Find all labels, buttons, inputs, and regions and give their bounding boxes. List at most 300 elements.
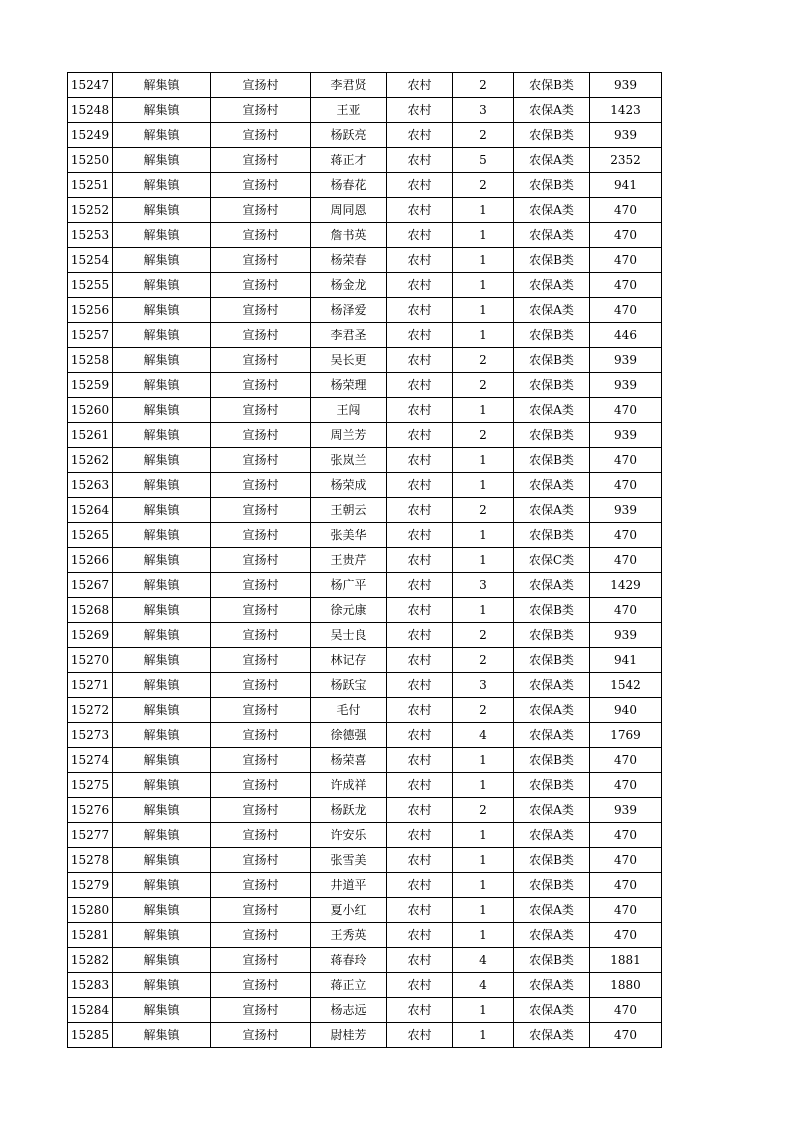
cell-type: 农保A类 <box>514 198 590 223</box>
cell-town: 解集镇 <box>113 98 211 123</box>
table-row <box>68 523 662 548</box>
cell-id: 15269 <box>68 623 113 648</box>
table-row <box>68 398 662 423</box>
cell-town: 解集镇 <box>113 923 211 948</box>
cell-count: 1 <box>453 523 514 548</box>
cell-area: 农村 <box>387 98 453 123</box>
cell-town: 解集镇 <box>113 823 211 848</box>
cell-count: 1 <box>453 473 514 498</box>
cell-town: 解集镇 <box>113 648 211 673</box>
cell-amount: 2352 <box>590 148 662 173</box>
cell-village: 宣扬村 <box>211 848 311 873</box>
cell-area: 农村 <box>387 648 453 673</box>
cell-area: 农村 <box>387 998 453 1023</box>
cell-name: 杨跃龙 <box>311 798 387 823</box>
cell-town: 解集镇 <box>113 373 211 398</box>
cell-id: 15274 <box>68 748 113 773</box>
cell-town: 解集镇 <box>113 248 211 273</box>
cell-amount: 470 <box>590 398 662 423</box>
cell-type: 农保B类 <box>514 248 590 273</box>
cell-town: 解集镇 <box>113 573 211 598</box>
cell-count: 1 <box>453 548 514 573</box>
cell-town: 解集镇 <box>113 623 211 648</box>
cell-village: 宣扬村 <box>211 723 311 748</box>
cell-type: 农保A类 <box>514 823 590 848</box>
cell-count: 3 <box>453 673 514 698</box>
cell-name: 尉桂芳 <box>311 1023 387 1048</box>
table-row <box>68 198 662 223</box>
cell-town: 解集镇 <box>113 698 211 723</box>
cell-village: 宣扬村 <box>211 73 311 98</box>
cell-count: 2 <box>453 798 514 823</box>
table-row <box>68 73 662 98</box>
table-row <box>68 748 662 773</box>
table-row <box>68 348 662 373</box>
cell-amount: 1542 <box>590 673 662 698</box>
cell-village: 宣扬村 <box>211 823 311 848</box>
cell-village: 宣扬村 <box>211 123 311 148</box>
cell-count: 4 <box>453 948 514 973</box>
cell-amount: 939 <box>590 73 662 98</box>
cell-id: 15249 <box>68 123 113 148</box>
cell-area: 农村 <box>387 373 453 398</box>
table-row <box>68 673 662 698</box>
cell-area: 农村 <box>387 523 453 548</box>
cell-count: 1 <box>453 898 514 923</box>
cell-type: 农保B类 <box>514 423 590 448</box>
cell-type: 农保A类 <box>514 798 590 823</box>
cell-village: 宣扬村 <box>211 298 311 323</box>
table-row <box>68 823 662 848</box>
cell-type: 农保B类 <box>514 173 590 198</box>
cell-type: 农保B类 <box>514 598 590 623</box>
cell-amount: 1429 <box>590 573 662 598</box>
cell-village: 宣扬村 <box>211 423 311 448</box>
cell-town: 解集镇 <box>113 173 211 198</box>
cell-village: 宣扬村 <box>211 473 311 498</box>
table-row <box>68 98 662 123</box>
cell-count: 1 <box>453 1023 514 1048</box>
cell-id: 15266 <box>68 548 113 573</box>
cell-type: 农保B类 <box>514 648 590 673</box>
cell-village: 宣扬村 <box>211 523 311 548</box>
cell-village: 宣扬村 <box>211 448 311 473</box>
cell-amount: 939 <box>590 423 662 448</box>
cell-id: 15271 <box>68 673 113 698</box>
data-table <box>67 72 662 1048</box>
cell-area: 农村 <box>387 348 453 373</box>
table-row <box>68 298 662 323</box>
cell-name: 杨志远 <box>311 998 387 1023</box>
cell-id: 15277 <box>68 823 113 848</box>
cell-village: 宣扬村 <box>211 898 311 923</box>
cell-count: 2 <box>453 348 514 373</box>
table-row <box>68 798 662 823</box>
cell-id: 15278 <box>68 848 113 873</box>
cell-id: 15272 <box>68 698 113 723</box>
cell-amount: 1769 <box>590 723 662 748</box>
table-row <box>68 423 662 448</box>
cell-count: 2 <box>453 373 514 398</box>
table-row <box>68 473 662 498</box>
cell-count: 1 <box>453 998 514 1023</box>
cell-count: 1 <box>453 748 514 773</box>
cell-village: 宣扬村 <box>211 273 311 298</box>
cell-name: 杨荣理 <box>311 373 387 398</box>
table-row <box>68 723 662 748</box>
table-row <box>68 848 662 873</box>
cell-town: 解集镇 <box>113 148 211 173</box>
cell-area: 农村 <box>387 573 453 598</box>
cell-amount: 470 <box>590 1023 662 1048</box>
cell-village: 宣扬村 <box>211 798 311 823</box>
cell-village: 宣扬村 <box>211 573 311 598</box>
cell-area: 农村 <box>387 323 453 348</box>
table-row <box>68 698 662 723</box>
cell-type: 农保B类 <box>514 373 590 398</box>
cell-amount: 939 <box>590 498 662 523</box>
cell-name: 张岚兰 <box>311 448 387 473</box>
cell-type: 农保B类 <box>514 448 590 473</box>
table-row <box>68 648 662 673</box>
cell-amount: 446 <box>590 323 662 348</box>
cell-count: 2 <box>453 498 514 523</box>
cell-type: 农保A类 <box>514 473 590 498</box>
cell-id: 15275 <box>68 773 113 798</box>
cell-count: 2 <box>453 73 514 98</box>
table-row <box>68 1023 662 1048</box>
cell-id: 15259 <box>68 373 113 398</box>
cell-village: 宣扬村 <box>211 148 311 173</box>
cell-type: 农保B类 <box>514 623 590 648</box>
cell-id: 15254 <box>68 248 113 273</box>
cell-amount: 939 <box>590 373 662 398</box>
cell-village: 宣扬村 <box>211 373 311 398</box>
cell-amount: 941 <box>590 648 662 673</box>
cell-type: 农保C类 <box>514 548 590 573</box>
cell-amount: 470 <box>590 598 662 623</box>
cell-id: 15276 <box>68 798 113 823</box>
cell-id: 15283 <box>68 973 113 998</box>
cell-id: 15282 <box>68 948 113 973</box>
cell-name: 张美华 <box>311 523 387 548</box>
cell-area: 农村 <box>387 73 453 98</box>
cell-name: 井道平 <box>311 873 387 898</box>
cell-area: 农村 <box>387 848 453 873</box>
cell-type: 农保A类 <box>514 698 590 723</box>
cell-id: 15280 <box>68 898 113 923</box>
cell-area: 农村 <box>387 673 453 698</box>
cell-town: 解集镇 <box>113 723 211 748</box>
table-row <box>68 998 662 1023</box>
cell-id: 15281 <box>68 923 113 948</box>
cell-village: 宣扬村 <box>211 348 311 373</box>
cell-amount: 470 <box>590 873 662 898</box>
cell-count: 5 <box>453 148 514 173</box>
cell-town: 解集镇 <box>113 673 211 698</box>
cell-name: 杨荣春 <box>311 248 387 273</box>
cell-area: 农村 <box>387 548 453 573</box>
cell-id: 15261 <box>68 423 113 448</box>
cell-name: 吴长更 <box>311 348 387 373</box>
cell-area: 农村 <box>387 873 453 898</box>
cell-id: 15279 <box>68 873 113 898</box>
cell-area: 农村 <box>387 773 453 798</box>
table-body <box>68 73 662 1048</box>
cell-name: 王朝云 <box>311 498 387 523</box>
cell-area: 农村 <box>387 1023 453 1048</box>
cell-village: 宣扬村 <box>211 398 311 423</box>
cell-id: 15248 <box>68 98 113 123</box>
cell-name: 蒋正立 <box>311 973 387 998</box>
cell-name: 杨荣喜 <box>311 748 387 773</box>
cell-village: 宣扬村 <box>211 248 311 273</box>
cell-name: 杨春花 <box>311 173 387 198</box>
cell-type: 农保B类 <box>514 323 590 348</box>
cell-count: 1 <box>453 598 514 623</box>
cell-town: 解集镇 <box>113 773 211 798</box>
table-row <box>68 623 662 648</box>
cell-count: 1 <box>453 398 514 423</box>
cell-area: 农村 <box>387 748 453 773</box>
cell-amount: 470 <box>590 298 662 323</box>
cell-name: 徐德强 <box>311 723 387 748</box>
cell-village: 宣扬村 <box>211 623 311 648</box>
cell-town: 解集镇 <box>113 298 211 323</box>
cell-count: 1 <box>453 873 514 898</box>
cell-name: 夏小红 <box>311 898 387 923</box>
cell-type: 农保A类 <box>514 673 590 698</box>
table-row <box>68 598 662 623</box>
table-row <box>68 223 662 248</box>
cell-town: 解集镇 <box>113 323 211 348</box>
cell-name: 蒋春玲 <box>311 948 387 973</box>
cell-amount: 470 <box>590 473 662 498</box>
cell-town: 解集镇 <box>113 1023 211 1048</box>
cell-name: 杨荣成 <box>311 473 387 498</box>
table-row <box>68 273 662 298</box>
cell-area: 农村 <box>387 173 453 198</box>
cell-type: 农保A类 <box>514 98 590 123</box>
cell-id: 15268 <box>68 598 113 623</box>
cell-area: 农村 <box>387 598 453 623</box>
cell-area: 农村 <box>387 298 453 323</box>
table-row <box>68 373 662 398</box>
cell-amount: 470 <box>590 848 662 873</box>
cell-name: 毛付 <box>311 698 387 723</box>
cell-village: 宣扬村 <box>211 173 311 198</box>
table-row <box>68 898 662 923</box>
table-row <box>68 773 662 798</box>
cell-count: 1 <box>453 223 514 248</box>
cell-name: 王秀英 <box>311 923 387 948</box>
cell-area: 农村 <box>387 823 453 848</box>
table-row <box>68 323 662 348</box>
cell-area: 农村 <box>387 473 453 498</box>
cell-area: 农村 <box>387 723 453 748</box>
cell-amount: 939 <box>590 348 662 373</box>
cell-town: 解集镇 <box>113 598 211 623</box>
cell-village: 宣扬村 <box>211 923 311 948</box>
cell-id: 15265 <box>68 523 113 548</box>
cell-type: 农保B类 <box>514 873 590 898</box>
cell-count: 3 <box>453 573 514 598</box>
cell-type: 农保B类 <box>514 73 590 98</box>
cell-village: 宣扬村 <box>211 873 311 898</box>
cell-name: 杨金龙 <box>311 273 387 298</box>
cell-area: 农村 <box>387 198 453 223</box>
cell-count: 1 <box>453 248 514 273</box>
cell-type: 农保B类 <box>514 848 590 873</box>
table-row <box>68 973 662 998</box>
table-row <box>68 948 662 973</box>
cell-id: 15252 <box>68 198 113 223</box>
cell-village: 宣扬村 <box>211 498 311 523</box>
cell-area: 农村 <box>387 223 453 248</box>
cell-type: 农保A类 <box>514 273 590 298</box>
cell-id: 15284 <box>68 998 113 1023</box>
cell-id: 15250 <box>68 148 113 173</box>
cell-type: 农保B类 <box>514 523 590 548</box>
cell-count: 4 <box>453 973 514 998</box>
cell-id: 15263 <box>68 473 113 498</box>
cell-village: 宣扬村 <box>211 198 311 223</box>
cell-amount: 470 <box>590 223 662 248</box>
cell-count: 2 <box>453 423 514 448</box>
cell-name: 李君圣 <box>311 323 387 348</box>
cell-village: 宣扬村 <box>211 323 311 348</box>
cell-name: 杨跃亮 <box>311 123 387 148</box>
table-row <box>68 173 662 198</box>
cell-area: 农村 <box>387 923 453 948</box>
cell-amount: 470 <box>590 448 662 473</box>
cell-id: 15251 <box>68 173 113 198</box>
table-row <box>68 498 662 523</box>
cell-id: 15264 <box>68 498 113 523</box>
cell-village: 宣扬村 <box>211 748 311 773</box>
cell-town: 解集镇 <box>113 898 211 923</box>
table-row <box>68 148 662 173</box>
cell-count: 1 <box>453 273 514 298</box>
cell-area: 农村 <box>387 123 453 148</box>
cell-count: 1 <box>453 323 514 348</box>
cell-name: 杨跃宝 <box>311 673 387 698</box>
cell-id: 15260 <box>68 398 113 423</box>
cell-town: 解集镇 <box>113 748 211 773</box>
cell-id: 15256 <box>68 298 113 323</box>
cell-count: 2 <box>453 123 514 148</box>
cell-type: 农保A类 <box>514 723 590 748</box>
cell-amount: 470 <box>590 548 662 573</box>
cell-village: 宣扬村 <box>211 598 311 623</box>
cell-town: 解集镇 <box>113 548 211 573</box>
cell-type: 农保A类 <box>514 1023 590 1048</box>
cell-village: 宣扬村 <box>211 698 311 723</box>
cell-amount: 1880 <box>590 973 662 998</box>
cell-type: 农保A类 <box>514 298 590 323</box>
cell-amount: 941 <box>590 173 662 198</box>
cell-name: 杨广平 <box>311 573 387 598</box>
cell-name: 李君贤 <box>311 73 387 98</box>
cell-village: 宣扬村 <box>211 948 311 973</box>
cell-id: 15255 <box>68 273 113 298</box>
cell-name: 徐元康 <box>311 598 387 623</box>
cell-amount: 470 <box>590 523 662 548</box>
cell-village: 宣扬村 <box>211 998 311 1023</box>
cell-name: 吴士良 <box>311 623 387 648</box>
cell-town: 解集镇 <box>113 873 211 898</box>
cell-name: 杨泽爱 <box>311 298 387 323</box>
cell-amount: 1881 <box>590 948 662 973</box>
cell-town: 解集镇 <box>113 198 211 223</box>
cell-type: 农保A类 <box>514 148 590 173</box>
cell-amount: 470 <box>590 923 662 948</box>
cell-type: 农保B类 <box>514 773 590 798</box>
cell-town: 解集镇 <box>113 498 211 523</box>
cell-amount: 470 <box>590 998 662 1023</box>
cell-area: 农村 <box>387 623 453 648</box>
cell-amount: 470 <box>590 898 662 923</box>
cell-type: 农保A类 <box>514 223 590 248</box>
cell-town: 解集镇 <box>113 973 211 998</box>
cell-village: 宣扬村 <box>211 98 311 123</box>
cell-count: 1 <box>453 298 514 323</box>
cell-amount: 1423 <box>590 98 662 123</box>
cell-amount: 939 <box>590 623 662 648</box>
cell-name: 蒋正才 <box>311 148 387 173</box>
cell-amount: 939 <box>590 798 662 823</box>
cell-id: 15267 <box>68 573 113 598</box>
cell-count: 3 <box>453 98 514 123</box>
cell-village: 宣扬村 <box>211 648 311 673</box>
cell-village: 宣扬村 <box>211 673 311 698</box>
cell-count: 1 <box>453 198 514 223</box>
cell-name: 许成祥 <box>311 773 387 798</box>
cell-name: 周同恩 <box>311 198 387 223</box>
cell-area: 农村 <box>387 698 453 723</box>
cell-count: 1 <box>453 448 514 473</box>
table-row <box>68 873 662 898</box>
cell-count: 2 <box>453 698 514 723</box>
cell-type: 农保A类 <box>514 573 590 598</box>
table-row <box>68 448 662 473</box>
cell-village: 宣扬村 <box>211 973 311 998</box>
cell-area: 农村 <box>387 273 453 298</box>
cell-count: 1 <box>453 773 514 798</box>
cell-count: 1 <box>453 848 514 873</box>
cell-amount: 470 <box>590 823 662 848</box>
cell-id: 15253 <box>68 223 113 248</box>
cell-id: 15257 <box>68 323 113 348</box>
cell-amount: 470 <box>590 773 662 798</box>
table-row <box>68 573 662 598</box>
table-row <box>68 923 662 948</box>
cell-area: 农村 <box>387 248 453 273</box>
table-row <box>68 548 662 573</box>
cell-id: 15273 <box>68 723 113 748</box>
cell-village: 宣扬村 <box>211 548 311 573</box>
cell-id: 15262 <box>68 448 113 473</box>
cell-area: 农村 <box>387 448 453 473</box>
cell-count: 2 <box>453 648 514 673</box>
cell-id: 15285 <box>68 1023 113 1048</box>
cell-type: 农保B类 <box>514 348 590 373</box>
cell-town: 解集镇 <box>113 348 211 373</box>
cell-name: 张雪美 <box>311 848 387 873</box>
cell-name: 王闯 <box>311 398 387 423</box>
cell-town: 解集镇 <box>113 473 211 498</box>
cell-town: 解集镇 <box>113 73 211 98</box>
